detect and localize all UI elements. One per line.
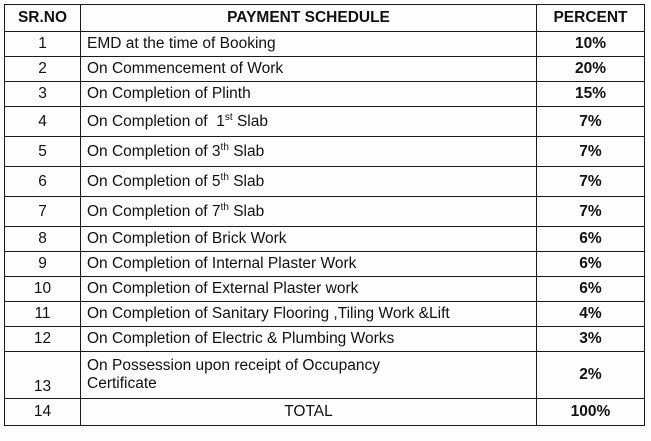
row-description-suffix: Slab bbox=[228, 202, 265, 220]
row-description-text: On Completion of External Plaster work bbox=[87, 280, 359, 297]
row-sr-no: 5 bbox=[5, 137, 81, 167]
row-description bbox=[81, 57, 537, 82]
row-description-text: On Completion of 3 bbox=[87, 142, 221, 160]
row-description bbox=[81, 107, 537, 137]
table-row bbox=[5, 227, 645, 252]
row-description-text: On Commencement of Work bbox=[87, 60, 284, 77]
row-description bbox=[81, 82, 537, 107]
row-sr-no: 10 bbox=[5, 277, 81, 302]
row-sr-no: 2 bbox=[5, 57, 81, 82]
table-row bbox=[5, 167, 645, 197]
row-sr-no: 9 bbox=[5, 252, 81, 277]
table-row bbox=[5, 252, 645, 277]
row-description bbox=[81, 277, 537, 302]
table-row bbox=[5, 327, 645, 352]
row-description bbox=[81, 167, 537, 197]
row-description-suffix: Slab bbox=[232, 112, 268, 130]
row-percent: 7% bbox=[537, 107, 645, 137]
row-percent: 15% bbox=[537, 82, 645, 107]
header-payment-schedule: PAYMENT SCHEDULE bbox=[81, 5, 537, 32]
ordinal-suffix: th bbox=[220, 141, 229, 153]
row-description bbox=[81, 32, 537, 57]
payment-schedule-table bbox=[4, 4, 645, 426]
row-description bbox=[81, 137, 537, 167]
row-description-text: On Completion of Internal Plaster Work bbox=[87, 255, 357, 272]
row-percent: 7% bbox=[537, 137, 645, 167]
header-percent: PERCENT bbox=[537, 5, 645, 32]
total-label: TOTAL bbox=[81, 399, 537, 426]
row-sr-no: 6 bbox=[5, 167, 81, 197]
row-percent: 10% bbox=[537, 32, 645, 57]
row-percent: 6% bbox=[537, 277, 645, 302]
row-percent: 20% bbox=[537, 57, 645, 82]
ordinal-suffix: st bbox=[224, 111, 233, 123]
row-description-text: EMD at the time of Booking bbox=[87, 35, 276, 52]
header-sr-no: SR.NO bbox=[5, 5, 81, 32]
row-percent: 6% bbox=[537, 227, 645, 252]
table-row bbox=[5, 352, 645, 399]
row-description-line2: Certificate bbox=[87, 375, 157, 392]
row-sr-no: 4 bbox=[5, 107, 81, 137]
row-description bbox=[81, 227, 537, 252]
total-percent: 100% bbox=[537, 399, 645, 426]
row-percent: 7% bbox=[537, 197, 645, 227]
total-sr-no: 14 bbox=[5, 399, 81, 426]
table-header-row bbox=[5, 5, 645, 32]
row-percent: 4% bbox=[537, 302, 645, 327]
row-sr-no: 8 bbox=[5, 227, 81, 252]
row-description-text: On Completion of Brick Work bbox=[87, 230, 287, 247]
table-row bbox=[5, 82, 645, 107]
row-description bbox=[81, 327, 537, 352]
row-description bbox=[81, 352, 537, 399]
total-row bbox=[5, 399, 645, 426]
row-description bbox=[81, 197, 537, 227]
table-row bbox=[5, 137, 645, 167]
row-description bbox=[81, 302, 537, 327]
row-percent: 2% bbox=[537, 352, 645, 399]
row-sr-no: 7 bbox=[5, 197, 81, 227]
row-sr-no: 11 bbox=[5, 302, 81, 327]
row-sr-no: 13 bbox=[5, 352, 81, 399]
row-description-text: On Completion of Sanitary Flooring ,Tiling Work &Lift bbox=[87, 305, 450, 322]
row-percent: 3% bbox=[537, 327, 645, 352]
table-row bbox=[5, 277, 645, 302]
row-description bbox=[81, 252, 537, 277]
table-row bbox=[5, 302, 645, 327]
table-row bbox=[5, 57, 645, 82]
table-row bbox=[5, 32, 645, 57]
table-row bbox=[5, 107, 645, 137]
row-description-text: On Completion of Plinth bbox=[87, 85, 251, 102]
row-description-text: On Completion of 1 bbox=[87, 112, 225, 130]
ordinal-suffix: th bbox=[220, 171, 229, 183]
row-description-suffix: Slab bbox=[228, 142, 265, 160]
row-sr-no: 1 bbox=[5, 32, 81, 57]
row-description-text: On Completion of 5 bbox=[87, 172, 221, 190]
row-percent: 7% bbox=[537, 167, 645, 197]
table-row bbox=[5, 197, 645, 227]
row-sr-no: 3 bbox=[5, 82, 81, 107]
row-percent: 6% bbox=[537, 252, 645, 277]
row-description-text: On Possession upon receipt of Occupancy bbox=[87, 357, 380, 374]
row-description-text: On Completion of 7 bbox=[87, 202, 221, 220]
ordinal-suffix: th bbox=[220, 201, 229, 213]
row-description-text: On Completion of Electric & Plumbing Works bbox=[87, 330, 395, 347]
row-description-suffix: Slab bbox=[228, 172, 265, 190]
row-sr-no: 12 bbox=[5, 327, 81, 352]
